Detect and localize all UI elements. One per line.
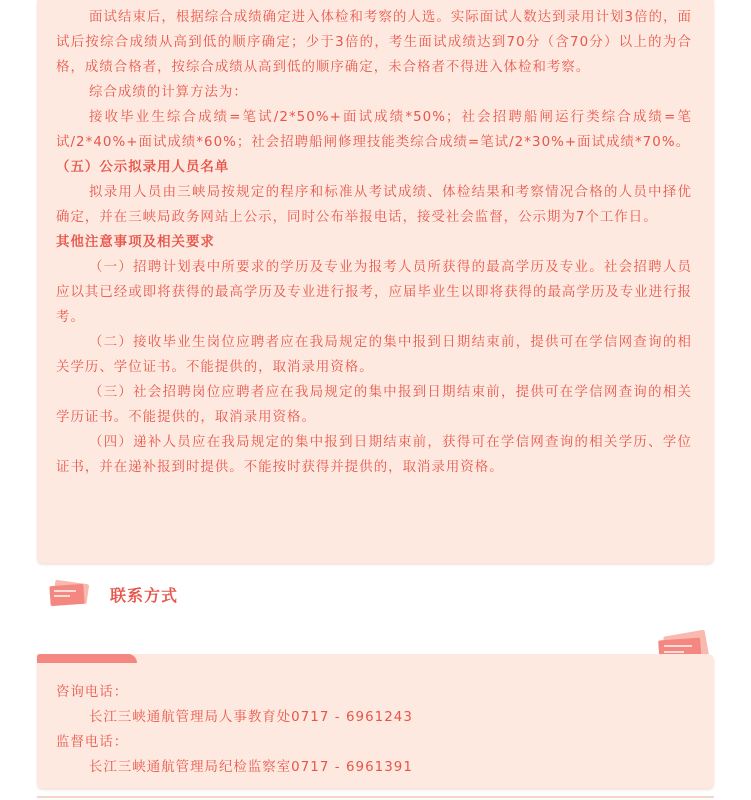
paragraph-publicity: 拟录用人员由三峡局按规定的程序和标准从考试成绩、体检结果和考察情况合格的人员中择优确定，并在三峡局政务网站上公示，同时公布举报电话，接受社会监督，公示期为7个工作日。 xyxy=(56,185,692,225)
paragraph-note-4: （四）递补人员应在我局规定的集中报到日期结束前，获得可在学信网查询的相关学历、学位证书，并在递补报到时提供。不能按时获得并提供的，取消录用资格。 xyxy=(56,435,692,475)
supervise-phone-value: 长江三峡通航管理局纪检监察室0717 - 6961391 xyxy=(89,760,413,775)
paragraph-interview-result: 面试结束后，根据综合成绩确定进入体检和考察的人选。实际面试人数达到录用计划3倍的，面试后按综合成绩从高到低的顺序确定；少于3倍的，考生面试成绩达到70分（含70分）以上的为合格，成绩合格者，按综合成绩从高到低的顺序确定，未合格者不得进入体检和考察。 xyxy=(56,10,692,75)
contact-card xyxy=(37,654,714,788)
consult-phone-value: 长江三峡通航管理局人事教育处0717 - 6961243 xyxy=(89,710,413,725)
paragraph-note-1: （一）招聘计划表中所要求的学历及专业为报考人员所获得的最高学历及专业。社会招聘人员应以其已经或即将获得的最高学历及专业进行报考，应届毕业生以即将获得的最高学历及专业进行报考。 xyxy=(56,260,692,325)
bottom-divider xyxy=(37,796,714,798)
paragraph-score-formula: 接收毕业生综合成绩=笔试/2*50%+面试成绩*50%；社会招聘船闸运行类综合成绩=笔试/2*40%+面试成绩*60%；社会招聘船闸修理技能类综合成绩=笔试/2*30%+面试成绩*70%。 xyxy=(56,110,692,150)
supervise-phone-label: 监督电话： xyxy=(56,735,129,750)
section-title-contact: 联系方式 xyxy=(110,586,179,605)
heading-publicity: （五）公示拟录用人员名单 xyxy=(56,160,230,175)
consult-phone-label: 咨询电话： xyxy=(56,685,129,700)
stacked-cards-icon xyxy=(48,580,92,608)
paragraph-note-3: （三）社会招聘岗位应聘者应在我局规定的集中报到日期结束前，提供可在学信网查询的相关学历证书。不能提供的，取消录用资格。 xyxy=(56,385,692,425)
paragraph-note-2: （二）接收毕业生岗位应聘者应在我局规定的集中报到日期结束前，提供可在学信网查询的相关学历、学位证书。不能提供的，取消录用资格。 xyxy=(56,335,692,375)
contact-section-header xyxy=(0,570,751,630)
heading-other-notes: 其他注意事项及相关要求 xyxy=(56,235,215,250)
paragraph-score-method-title: 综合成绩的计算方法为： xyxy=(89,85,248,100)
notice-content-card xyxy=(37,0,714,563)
card-tab-strip xyxy=(37,654,137,663)
